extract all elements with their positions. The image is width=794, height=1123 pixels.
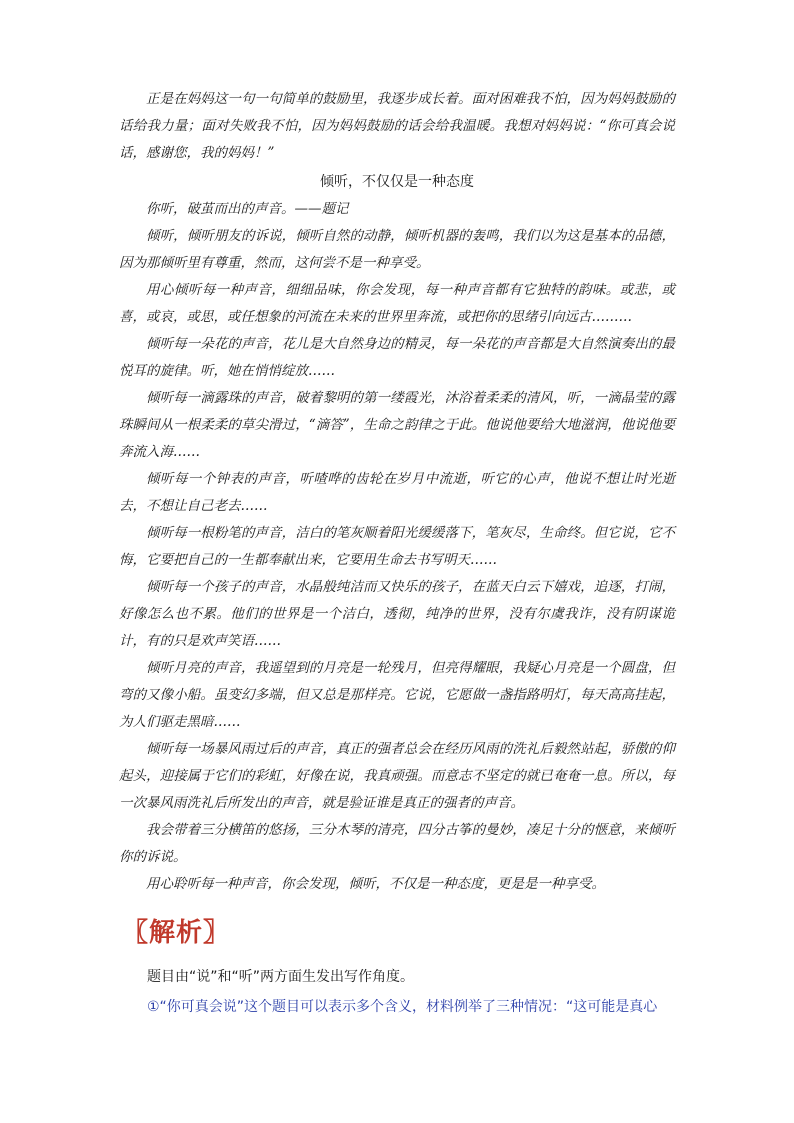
essay-paragraph: 倾听每一场暴风雨过后的声音，真正的强者总会在经历风雨的洗礼后毅然站起，骄傲的仰起头，迎接属于它们的彩虹，好像在说，我真顽强。而意志不坚定的就已奄奄一息。所以，每一次暴风雨洗礼后所发出的声音，就是验证谁是真正的强者的声音。	[119, 741, 675, 811]
essay-paragraph: 我会带着三分横笛的悠扬，三分木琴的清亮，四分古筝的曼妙，凑足十分的惬意，来倾听你的诉说。	[119, 822, 675, 865]
essay-paragraph: 倾听每一根粉笔的声音，洁白的笔灰顺着阳光缓缓落下，笔灰尽，生命终。但它说，它不悔，它要把自己的一生都奉献出来，它要用生命去书写明天……	[119, 525, 675, 568]
analysis-point-1: ①“你可真会说”这个题目可以表示多个含义，材料例举了三种情况：“这可能是真心	[147, 999, 658, 1015]
essay-paragraph: 倾听月亮的声音，我遥望到的月亮是一轮残月，但亮得耀眼，我疑心月亮是一个圆盘，但弯的又像小船。虽变幻多端，但又总是那样亮。它说，它愿做一盏指路明灯，每天高高挂起，为人们驱走黑暗……	[119, 660, 675, 730]
essay-paragraph: 倾听每一朵花的声音，花儿是大自然身边的精灵，每一朵花的声音都是大自然演奏出的最悦耳的旋律。听，她在悄悄绽放……	[119, 336, 675, 379]
essay-paragraph: 用心聆听每一种声音，你会发现，倾听，不仅是一种态度，更是是一种享受。	[146, 876, 605, 892]
analysis-heading: 〖解析〗	[122, 918, 231, 948]
essay-epigraph: 你听，破茧而出的声音。——题记	[146, 201, 349, 217]
intro-paragraph: 正是在妈妈这一句一句简单的鼓励里，我逐步成长着。面对困难我不怕，因为妈妈鼓励的话给我力量；面对失败我不怕，因为妈妈鼓励的话会给我温暖。我想对妈妈说：“你可真会说话，感谢您，我的妈妈！”	[119, 91, 675, 161]
essay-paragraph: 倾听每一滴露珠的声音，破着黎明的第一缕霞光，沐浴着柔柔的清风，听，一滴晶莹的露珠瞬间从一根柔柔的草尖滑过，“滴答”，生命之韵律之于此。他说他要给大地滋润，他说他要奔流入海……	[119, 390, 675, 460]
analysis-line: 题目由“说”和“听”两方面生发出写作角度。	[147, 969, 415, 985]
essay-body	[119, 86, 675, 898]
essay-title: 倾听，不仅仅是一种态度	[320, 174, 474, 190]
essay-paragraph: 用心倾听每一种声音，细细品味，你会发现，每一种声音都有它独特的韵味。或悲，或喜，或哀，或思，或任想象的河流在未来的世界里奔流，或把你的思绪引向远古………	[119, 282, 675, 325]
essay-paragraph: 倾听每一个孩子的声音，水晶般纯洁而又快乐的孩子，在蓝天白云下嬉戏，追逐，打闹，好像怎么也不累。他们的世界是一个洁白，透彻，纯净的世界，没有尔虞我诈，没有阴谋诡计，有的只是欢声笑语……	[119, 579, 675, 649]
essay-paragraph: 倾听，倾听朋友的诉说，倾听自然的动静，倾听机器的轰鸣，我们以为这是基本的品德，因为那倾听里有尊重，然而，这何尝不是一种享受。	[119, 228, 675, 271]
analysis-body	[147, 962, 677, 1022]
essay-paragraph: 倾听每一个钟表的声音，听喳哗的齿轮在岁月中流逝，听它的心声，他说不想让时光逝去，不想让自己老去……	[119, 471, 675, 514]
